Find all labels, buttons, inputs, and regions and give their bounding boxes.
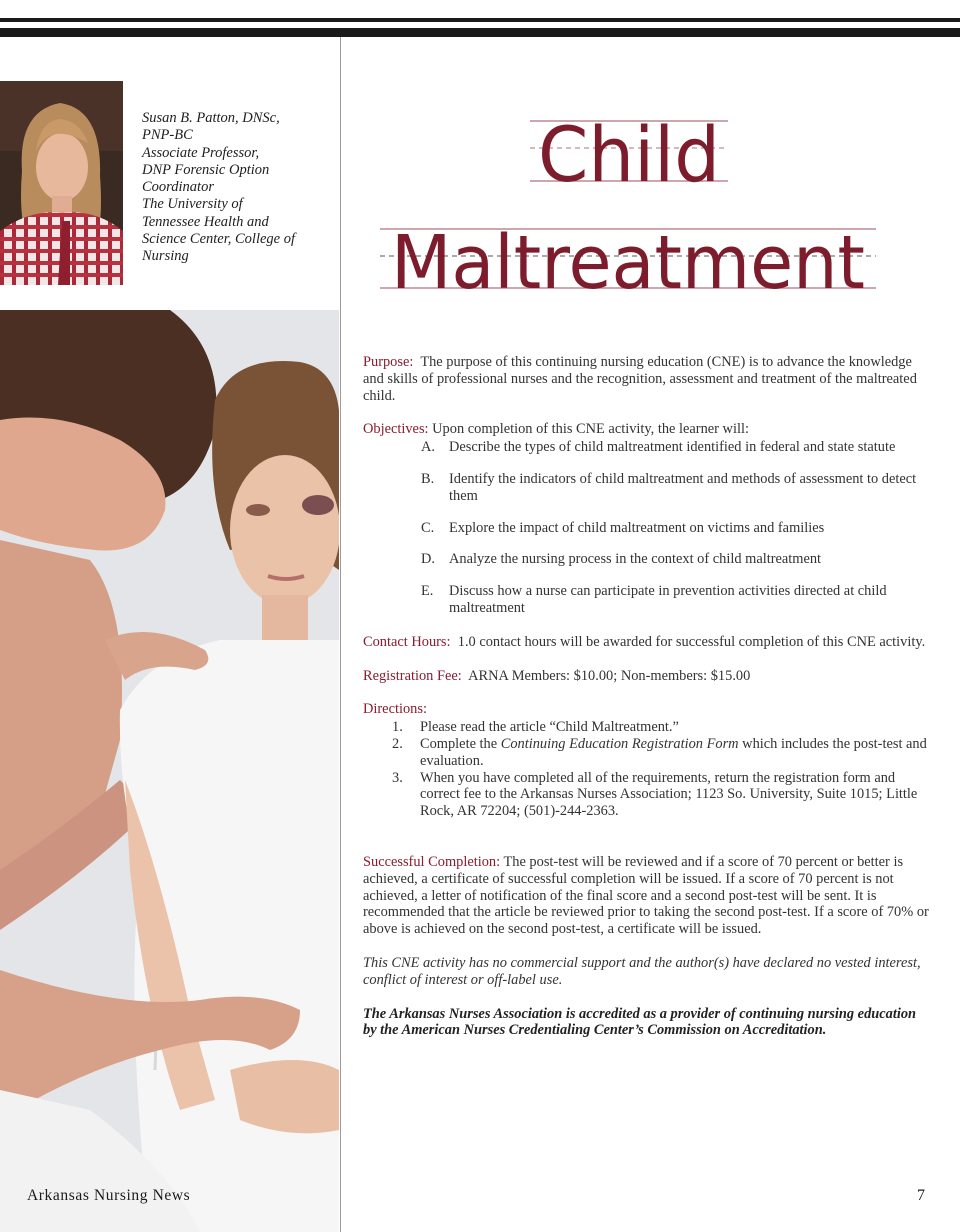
header-rule-thin bbox=[0, 18, 960, 22]
directions-list bbox=[392, 719, 933, 820]
author-photo bbox=[0, 81, 123, 285]
header-rule-thick bbox=[0, 28, 960, 37]
item-letter: D. bbox=[421, 551, 435, 568]
purpose-section bbox=[363, 354, 933, 404]
item-letter: C. bbox=[421, 519, 435, 536]
successful-completion-label: Successful Completion: bbox=[363, 853, 501, 870]
author-affiliation: Science Center, College of bbox=[142, 231, 296, 248]
title-line-2: Maltreatment bbox=[391, 220, 865, 305]
successful-completion-text: The post-test will be reviewed and if a score of 70 percent or better is achieved, a certificate of successful completion will be issued. If a score of 70 percent is not achieved, a letter of notification of the final score and a second post-test will be sent. It is recommended that the article be reviewed prior to taking the second post-test. If a score of 70% or above is achieved on the second post-test, a certificate will be issued. bbox=[363, 853, 929, 938]
list-item bbox=[421, 583, 933, 617]
purpose-label: Purpose: bbox=[363, 354, 414, 370]
directions-label: Directions: bbox=[363, 701, 427, 718]
author-name: Susan B. Patton, DNSc, bbox=[142, 110, 280, 126]
author-affiliation: Tennessee Health and bbox=[142, 213, 269, 230]
author-affiliation: Nursing bbox=[142, 248, 189, 265]
author-affiliation: The University of bbox=[142, 196, 243, 213]
author-credentials bbox=[142, 110, 332, 266]
list-item bbox=[421, 439, 933, 456]
accreditation-statement: The Arkansas Nurses Association is accredited as a provider of continuing nursing education by the American Nurses Credentialing Center’s Commission on Accreditation. bbox=[363, 1005, 917, 1039]
list-item bbox=[421, 551, 933, 568]
item-text: When you have completed all of the requirements, return the registration form and correct fee to the Arkansas Nurses Association; 1123 So. University, Suite 1015; Little Rock, AR 72204; (501)-244-2363. bbox=[420, 769, 918, 820]
list-item bbox=[392, 719, 933, 736]
list-item bbox=[421, 471, 933, 505]
nurse-child-photo bbox=[0, 310, 339, 1232]
contact-hours-section bbox=[363, 634, 933, 651]
list-item bbox=[392, 736, 933, 770]
item-text: Analyze the nursing process in the context of child maltreatment bbox=[449, 551, 822, 568]
item-text-post: which includes the post-test and evaluation. bbox=[420, 735, 927, 769]
item-text: Please read the article “Child Maltreatment.” bbox=[420, 719, 679, 736]
item-text: Describe the types of child maltreatment identified in federal and state statute bbox=[449, 439, 896, 456]
registration-fee-text: ARNA Members: $10.00; Non-members: $15.00 bbox=[468, 667, 751, 684]
item-number: 2. bbox=[392, 735, 403, 752]
contact-hours-label: Contact Hours: bbox=[363, 633, 451, 650]
item-text bbox=[420, 736, 933, 770]
registration-fee-label: Registration Fee: bbox=[363, 667, 462, 684]
item-text: Identify the indicators of child maltreatment and methods of assessment to detect them bbox=[449, 470, 917, 504]
item-number: 3. bbox=[392, 769, 403, 786]
author-title: Associate Professor, bbox=[142, 144, 260, 161]
item-text-pre: Complete the bbox=[420, 735, 501, 752]
objectives-intro: Upon completion of this CNE activity, the learner will: bbox=[432, 421, 749, 438]
contact-hours-text: 1.0 contact hours will be awarded for successful completion of this CNE activity. bbox=[457, 633, 926, 650]
objectives-label: Objectives: bbox=[363, 421, 429, 438]
item-letter: E. bbox=[421, 583, 434, 600]
article-body bbox=[363, 354, 933, 1056]
list-item bbox=[392, 770, 933, 820]
item-letter: B. bbox=[421, 470, 435, 487]
title-graphic bbox=[370, 105, 890, 305]
title-line-1: Child bbox=[538, 110, 720, 199]
item-letter: A. bbox=[421, 439, 435, 456]
item-number: 1. bbox=[392, 719, 403, 736]
purpose-text: The purpose of this continuing nursing education (CNE) is to advance the knowledge and skills of professional nurses and the recognition, assessment and treatment of the maltreated child. bbox=[363, 354, 917, 404]
registration-form-name: Continuing Education Registration Form bbox=[500, 735, 739, 752]
item-text: Explore the impact of child maltreatment on victims and families bbox=[449, 519, 825, 536]
column-divider bbox=[340, 37, 341, 1232]
registration-fee-section bbox=[363, 668, 933, 685]
page-number: 7 bbox=[917, 1187, 925, 1204]
publication-name: Arkansas Nursing News bbox=[27, 1187, 191, 1204]
successful-completion-section bbox=[363, 854, 933, 938]
objectives-list bbox=[421, 439, 933, 617]
item-text: Discuss how a nurse can participate in prevention activities directed at child maltreatment bbox=[449, 583, 887, 616]
disclaimer: This CNE activity has no commercial support and the author(s) have declared no vested interest, conflict of interest or off-label use. bbox=[363, 954, 921, 988]
author-title: Coordinator bbox=[142, 179, 214, 196]
author-credential: PNP-BC bbox=[142, 127, 193, 144]
objectives-section bbox=[363, 421, 933, 616]
author-title: DNP Forensic Option bbox=[142, 161, 270, 178]
directions-section bbox=[363, 701, 933, 820]
list-item bbox=[421, 520, 933, 537]
